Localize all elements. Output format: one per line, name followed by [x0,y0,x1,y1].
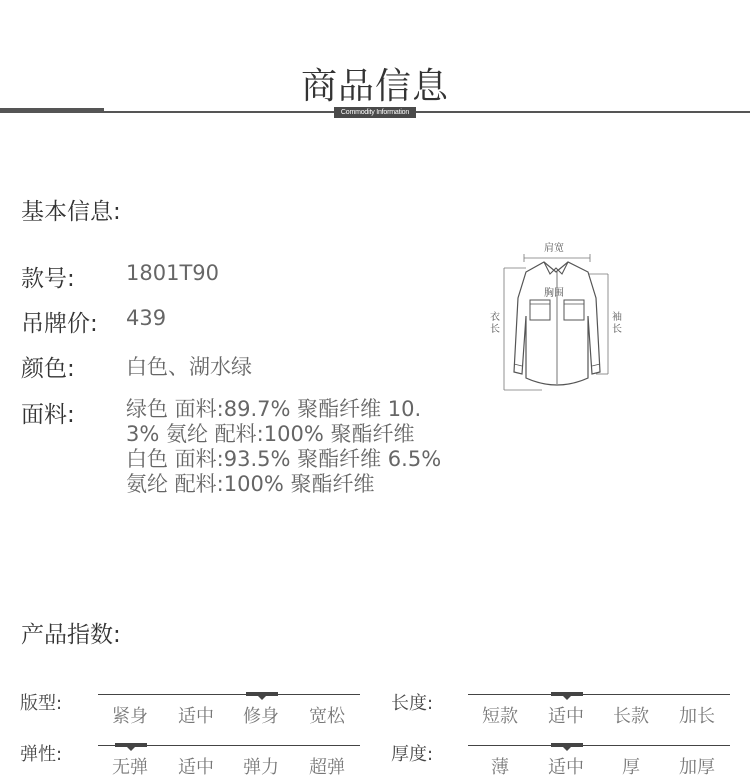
thickness-option: 薄 [491,757,509,778]
length-scale [468,694,730,695]
fit-label: 版型: [20,693,63,714]
tag-price-label: 吊牌价: [21,311,98,337]
length-option: 长款 [613,706,649,727]
chest-label: 胸围 [544,288,564,299]
fit-option: 修身 [243,706,279,727]
style-number-value: 1801T90 [126,261,219,285]
length-option: 短款 [482,706,518,727]
material-value: 绿色 面料:89.7% 聚酯纤维 10.3% 氨纶 配料:100% 聚酯纤维 白色 面料:93.5% 聚酯纤维 6.5% 氨纶 配料:100% 聚酯纤维 [126,397,442,496]
thickness-label: 厚度: [391,744,434,765]
thickness-scale [468,745,730,746]
thickness-option: 加厚 [679,757,715,778]
length-label-1: 衣 [490,312,500,323]
length-option: 适中 [548,706,584,727]
shoulder-width-label: 肩宽 [544,243,564,254]
length-label: 长度: [391,693,434,714]
page-title: 商品信息 [300,66,449,107]
elasticity-option: 超弹 [309,757,345,778]
elasticity-label: 弹性: [20,744,63,765]
elasticity-option: 适中 [178,757,214,778]
elasticity-option: 无弹 [112,757,148,778]
fit-marker [246,692,278,696]
thickness-option: 厚 [622,757,640,778]
header-subtitle: Commodity Information [334,107,416,118]
size-diagram [484,238,634,398]
elasticity-option: 弹力 [243,757,279,778]
basic-info-title: 基本信息: [21,199,121,225]
fit-option: 紧身 [112,706,148,727]
material-label: 面料: [21,402,75,428]
sleeve-label-2: 长 [612,324,622,335]
thickness-option: 适中 [548,757,584,778]
product-index-title: 产品指数: [21,622,121,648]
tag-price-value: 439 [126,306,167,330]
length-marker [551,692,583,696]
fit-scale [98,694,360,695]
length-label-2: 长 [490,324,500,335]
sleeve-label-1: 袖 [612,312,622,323]
fit-option: 宽松 [309,706,345,727]
color-label: 颜色: [21,356,75,382]
elasticity-marker [115,743,147,747]
thickness-marker [551,743,583,747]
color-value: 白色、湖水绿 [126,355,252,379]
length-option: 加长 [679,706,715,727]
style-number-label: 款号: [21,266,75,292]
shirt-icon [484,238,634,398]
fit-option: 适中 [178,706,214,727]
header-divider-accent [0,108,104,112]
